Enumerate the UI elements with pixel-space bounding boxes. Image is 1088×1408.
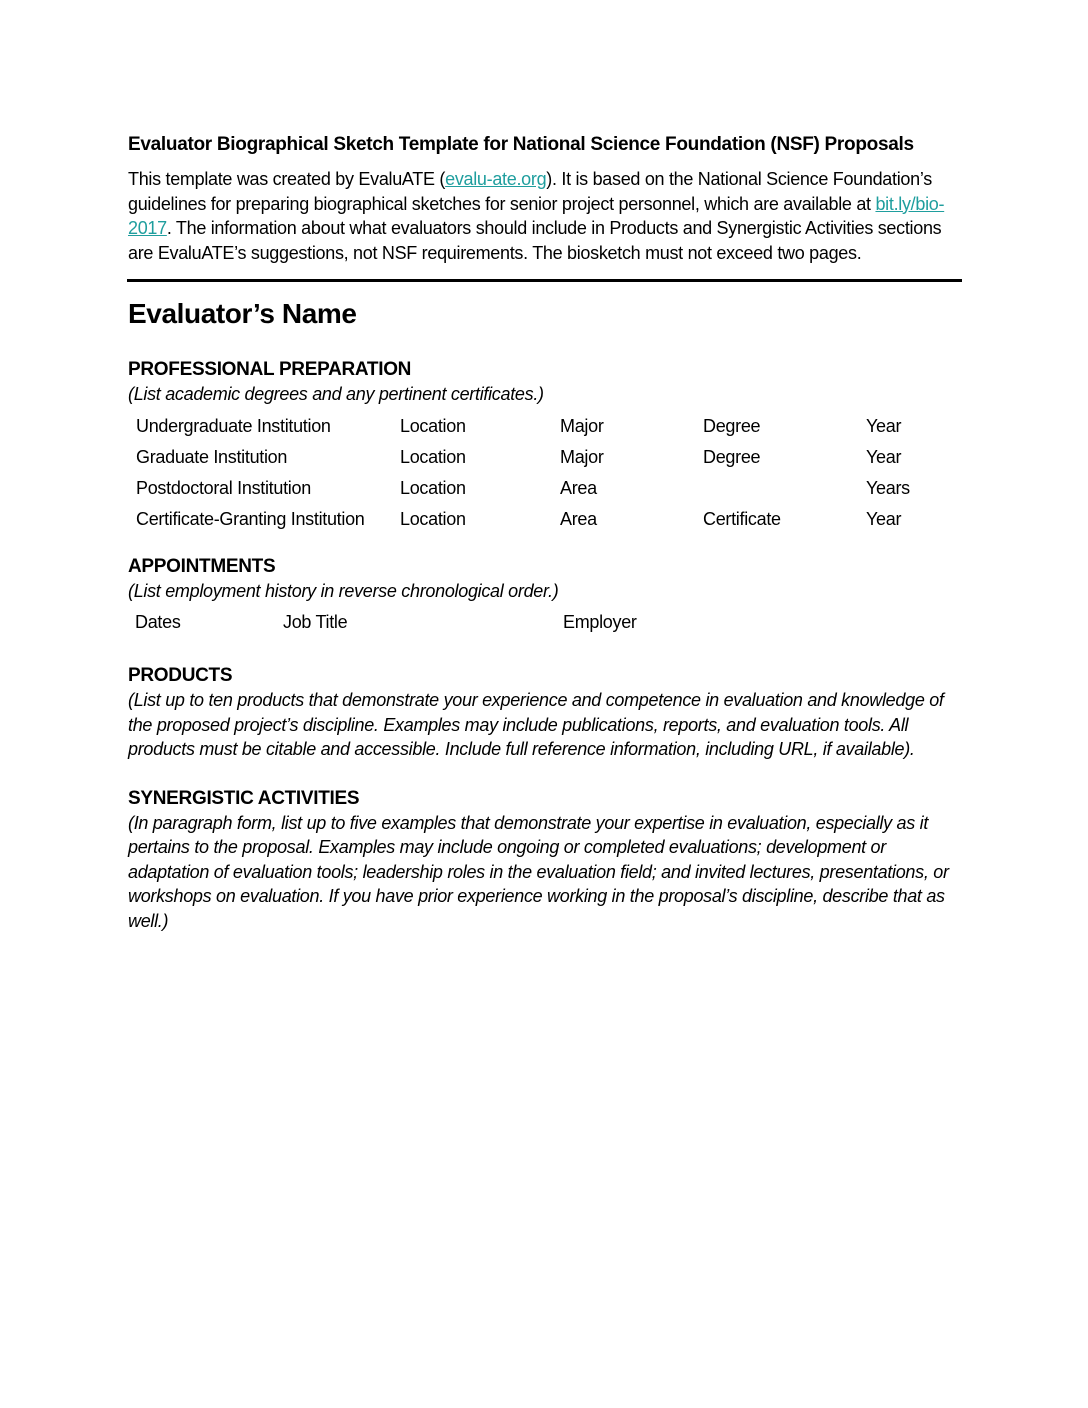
products-note: (List up to ten products that demonstrate your experience and competence in evaluation and knowledge of the proposed project’s discipline. Examples may include publications, reports, and evaluation tools. All products must be citable and accessible. Include full reference information, including URL, if available). xyxy=(128,690,944,759)
synergistic-activities-note: (In paragraph form, list up to five examples that demonstrate your expertise in evaluation, especially as it pertains to the proposal. Examples may include ongoing or completed evaluations; development or adaptation of evaluation tools; leadership roles in the evaluation field; and invited lectures, presentations, or workshops on evaluation. If you have prior experience working in the proposal’s discipline, describe that as well.) xyxy=(128,812,949,931)
prep-cell-degree: Degree xyxy=(703,446,761,467)
prep-cell-certificate: Certificate xyxy=(703,508,781,529)
appointments-heading: APPOINTMENTS xyxy=(128,555,276,577)
synergistic-activities-heading: SYNERGISTIC ACTIVITIES xyxy=(128,787,360,809)
prep-cell-year: Year xyxy=(866,415,902,436)
appointments-column-row xyxy=(135,610,962,634)
bitly-bio-2017-link[interactable]: bit.ly/bio-2017 xyxy=(128,193,945,238)
products-heading: PRODUCTS xyxy=(128,665,233,686)
appt-cell-dates: Dates xyxy=(135,612,181,632)
prep-cell-degree: Degree xyxy=(703,415,761,436)
prep-cell-institution: Certificate-Granting Institution xyxy=(136,508,365,529)
prep-cell-area: Area xyxy=(560,477,597,498)
products-section xyxy=(128,664,962,762)
evaluator-name-heading: Evaluator’s Name xyxy=(128,298,357,329)
prep-cell-empty xyxy=(703,476,866,500)
prep-cell-location: Location xyxy=(400,415,466,436)
appointments-section xyxy=(128,555,962,635)
professional-preparation-heading: PROFESSIONAL PREPARATION xyxy=(128,359,412,380)
evalu-ate-link[interactable]: evalu-ate.org xyxy=(445,169,547,189)
prep-cell-location: Location xyxy=(400,477,466,498)
appt-cell-job-title: Job Title xyxy=(283,612,348,632)
appt-cell-employer: Employer xyxy=(563,612,637,632)
prep-cell-institution: Graduate Institution xyxy=(136,446,288,467)
prep-cell-area: Area xyxy=(560,508,597,529)
synergistic-activities-section xyxy=(128,787,962,934)
intro-text-2: ). It is based on the National Science Foundation’s guidelines for preparing biographical sketches for senior project personnel, which are available at xyxy=(128,169,932,214)
prep-cell-institution: Undergraduate Institution xyxy=(136,415,331,436)
prep-cell-years: Years xyxy=(866,477,910,498)
prep-cell-major: Major xyxy=(560,446,604,467)
document-content xyxy=(128,133,962,933)
professional-preparation-note: (List academic degrees and any pertinent certificates.) xyxy=(128,384,544,404)
professional-preparation-table xyxy=(136,414,962,531)
intro-paragraph xyxy=(128,167,962,265)
appointments-note: (List employment history in reverse chronological order.) xyxy=(128,580,559,601)
intro-text-3: . The information about what evaluators should include in Products and Synergistic Activities sections are EvaluATE’s suggestions, not NSF requirements. The biosketch must not exceed two pages. xyxy=(128,218,942,263)
prep-cell-location: Location xyxy=(400,446,466,467)
prep-cell-major: Major xyxy=(560,415,604,436)
prep-cell-year: Year xyxy=(866,508,902,529)
section-divider-rule xyxy=(127,279,962,282)
prep-cell-institution: Postdoctoral Institution xyxy=(136,477,311,498)
prep-cell-year: Year xyxy=(866,446,902,467)
professional-preparation-section xyxy=(128,358,962,531)
document-title: Evaluator Biographical Sketch Template for National Science Foundation (NSF) Proposals xyxy=(128,134,914,155)
intro-text-1: This template was created by EvaluATE ( xyxy=(128,169,446,189)
prep-cell-location: Location xyxy=(400,508,466,529)
